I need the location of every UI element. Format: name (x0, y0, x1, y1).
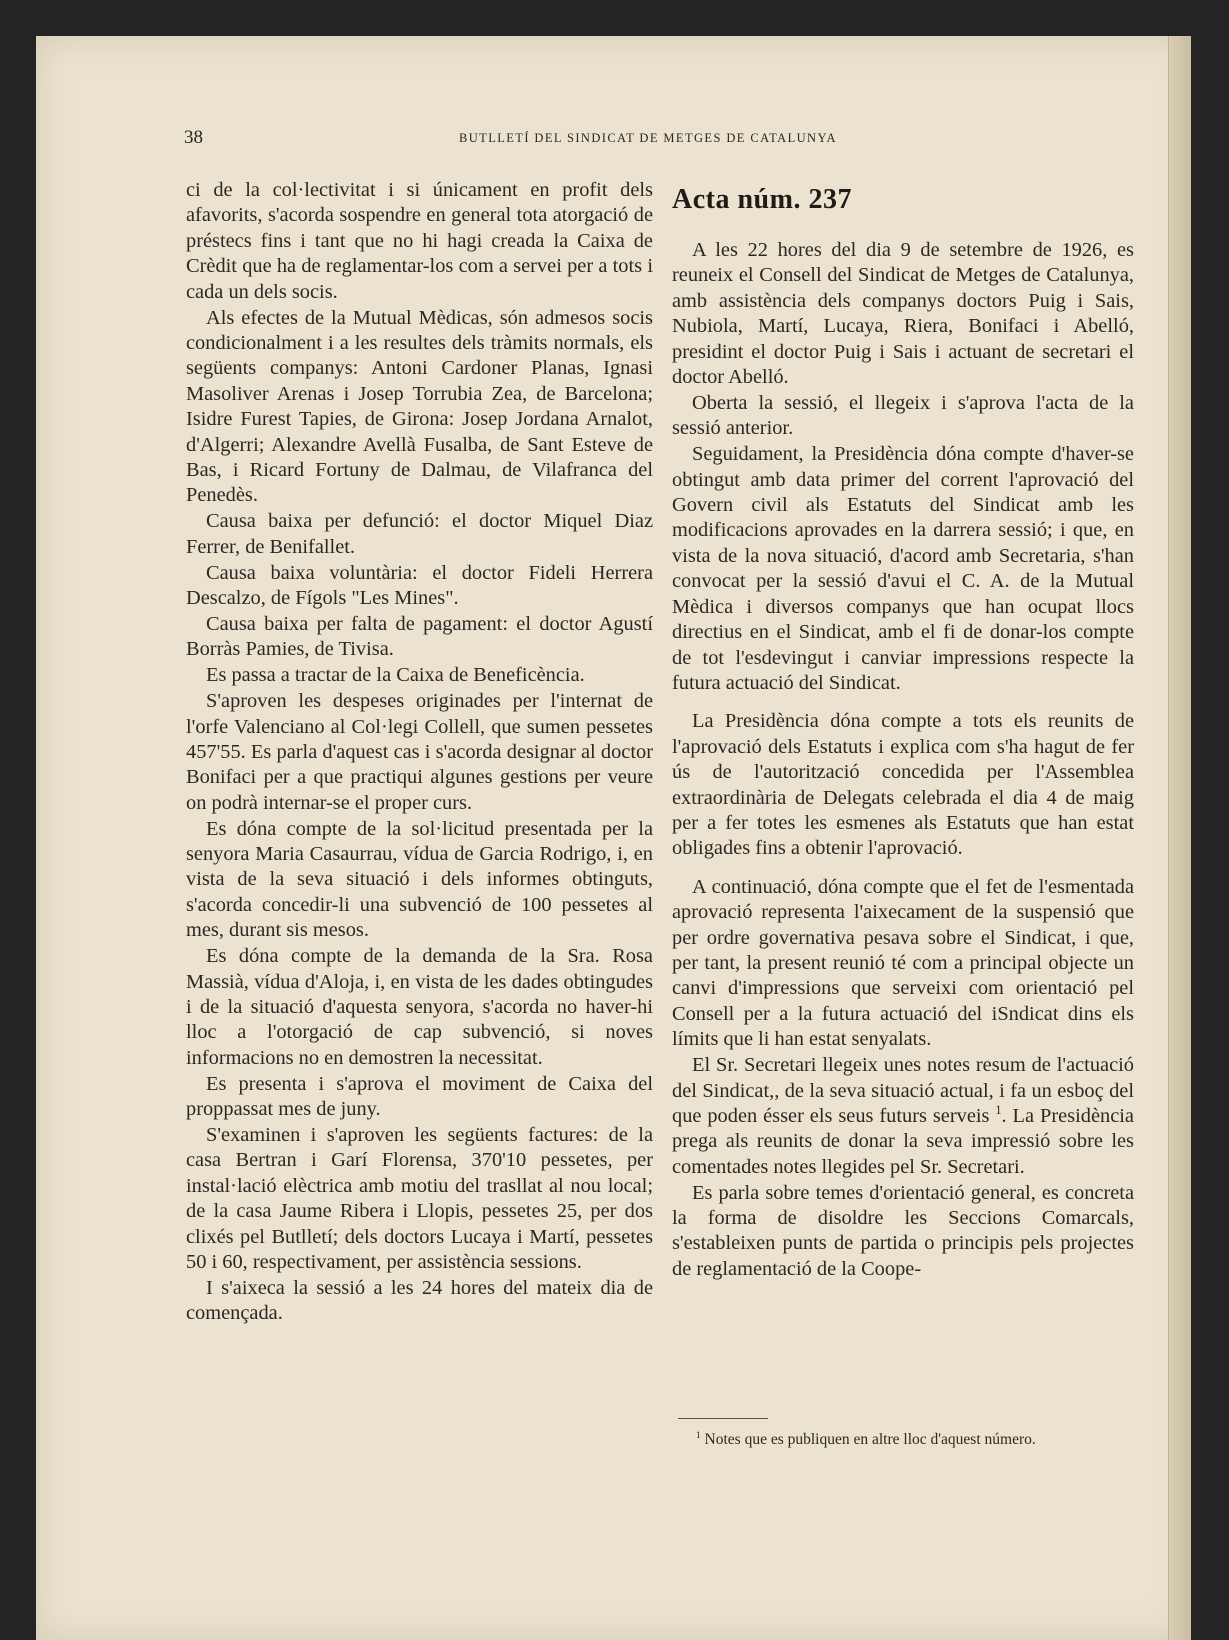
page-edge (1168, 36, 1191, 1640)
paragraph: ci de la col·lectivitat i si únicament en profit dels afavorits, s'acorda sospendre en general tota atorgació de préstecs fins i tant que no hi hagi creada la Caixa de Crèdit que ha de reglamentar-los com a servei per a tots i cada un dels socis. (186, 179, 653, 303)
left-column (186, 178, 653, 1327)
paragraph-text: . La Presidència prega als reunits de donar la seva impressió sobre les comentades notes llegides pel Sr. Secretari. (672, 1104, 1134, 1178)
paragraph: La Presidència dóna compte a tots els reunits de l'aprovació dels Estatuts i explica com s'ha hagut de fer ús de l'autorització concedida per l'Assemblea extraordinària de Delegats celebrada el dia 4 de maig per a fer totes les esmenes als Estatuts que han estat obligades fins a obtenir l'aprovació. (672, 710, 1134, 860)
right-column (672, 184, 1134, 1282)
paragraph: I s'aixeca la sessió a les 24 hores del mateix dia de començada. (186, 1276, 653, 1325)
paragraph: Es parla sobre temes d'orientació general, es concreta la forma de disoldre les Seccions Comarcals, s'estableixen punts de partida o principis pels projectes de reglamentació de la Coope- (672, 1181, 1134, 1280)
paragraph-with-footnote (672, 1053, 1134, 1180)
paragraph: S'examinen i s'aproven les següents factures: de la casa Bertran i Garí Florensa, 370'10 pessetes, per instal·lació elèctrica amb motiu del trasllat al nou local; de la casa Jaume Ribera i Llopis, pessetes 25, per dos clixés pel Butlletí; dels doctors Lucaya i Martí, pessetes 50 i 60, respectivament, per assistència sessions. (186, 1124, 653, 1274)
paragraph: S'aproven les despeses originades per l'internat de l'orfe Valenciano al Col·legi Collell, que sumen pessetes 457'55. Es parla d'aquest cas i s'acorda designar al doctor Bonifaci per a que practiqui algunes gestions per veure on podrà internar-se el proper curs. (186, 690, 653, 814)
running-head: BUTLLETÍ DEL SINDICAT DE METGES DE CATALUNYA (459, 131, 837, 145)
paragraph: A les 22 hores del dia 9 de setembre de 1926, es reuneix el Consell del Sindicat de Metges de Catalunya, amb assistència dels companys doctors Puig i Sais, Nubiola, Martí, Lucaya, Riera, Bonifaci i Abelló, presidint el doctor Puig i Sais i actuant de secretari el doctor Abelló. (672, 239, 1134, 389)
paragraph-text: El Sr. Secretari llegeix unes notes resum de l'actuació del Sindicat,, de la seva situació actual, i fa un esboç del que poden ésser els seus futurs serveis (672, 1054, 1134, 1127)
paragraph: A continuació, dóna compte que el fet de l'esmentada aprovació representa l'aixecament de la suspensió que per ordre governativa pesava sobre el Sindicat, i que, per tant, la present reunió té com a principal objecte un canvi d'impressions que serveixi com orientació pel Consell per a la futura actuació del iSndicat dins els límits que li han estat senyalats. (672, 875, 1134, 1051)
footnote-reference[interactable]: 1 (995, 1103, 1002, 1118)
paragraph: Causa baixa per defunció: el doctor Miquel Diaz Ferrer, de Benifallet. (186, 510, 653, 558)
page-header (184, 127, 1204, 153)
paragraph: Oberta la sessió, el llegeix i s'aprova l'acta de la sessió anterior. (672, 391, 1134, 440)
paragraph: Seguidament, la Presidència dóna compte d'haver-se obtingut amb data primer del corrent l'aprovació del Govern civil als Estatuts del Sindicat amb les modificacions aprovades en la darrera sessió; i que, en vista de la nova situació, d'acord amb Secretaria, s'han convocat per la sessió d'avui el C. A. de la Mutual Mèdica i diversos companys que han ocupat llocs directius en el Sindicat, amb el fi de donar-los compte de tot l'esdevingut i canviar impressions respecte la futura actuació del Sindicat. (672, 443, 1134, 694)
footnote (678, 1430, 1132, 1449)
footnote-divider (678, 1418, 768, 1419)
paragraph: Es dóna compte de la sol·licitud presentada per la senyora Maria Casaurrau, vídua de Garcia Rodrigo, i, en vista de la seva situació i dels informes obtinguts, s'acorda concedir-li una subvenció de 100 pessetes al mes, durant sis mesos. (186, 817, 653, 942)
paragraph: Es dóna compte de la demanda de la Sra. Rosa Massià, vídua d'Aloja, i, en vista de les dades obtingudes i de la situació d'aquesta senyora, s'acorda no haver-hi lloc a l'otorgació de cap subvenció, si noves informacions no en demostren la necessitat. (186, 945, 653, 1069)
footnote-mark: 1 (696, 1430, 701, 1441)
paragraph: Causa baixa per falta de pagament: el doctor Agustí Borràs Pamies, de Tivisa. (186, 612, 653, 661)
acta-title: Acta núm. 237 (672, 184, 852, 215)
footnote-text: Notes que es publiquen en altre lloc d'aquest número. (704, 1431, 1036, 1448)
paragraph: Als efectes de la Mutual Mèdicas, són admesos socis condicionalment i a les resultes dels tràmits normals, els següents companys: Antoni Cardoner Planas, Ignasi Masoliver Arenas i Josep Torrubia Zea, de Barcelona; Isidre Furest Tapies, de Girona: Josep Jordana Arnalot, d'Algerri; Alexandre Avellà Fusalba, de Sant Esteve de Bas, i Ricard Fortuny de Dalmau, de Vilafranca del Penedès. (186, 306, 653, 507)
paragraph: Es presenta i s'aprova el moviment de Caixa del proppassat mes de juny. (186, 1072, 653, 1121)
paragraph: Es passa a tractar de la Caixa de Beneficència. (206, 664, 585, 687)
page-number: 38 (184, 127, 203, 148)
paragraph: Causa baixa voluntària: el doctor Fideli Herrera Descalzo, de Fígols "Les Mines". (186, 561, 653, 609)
